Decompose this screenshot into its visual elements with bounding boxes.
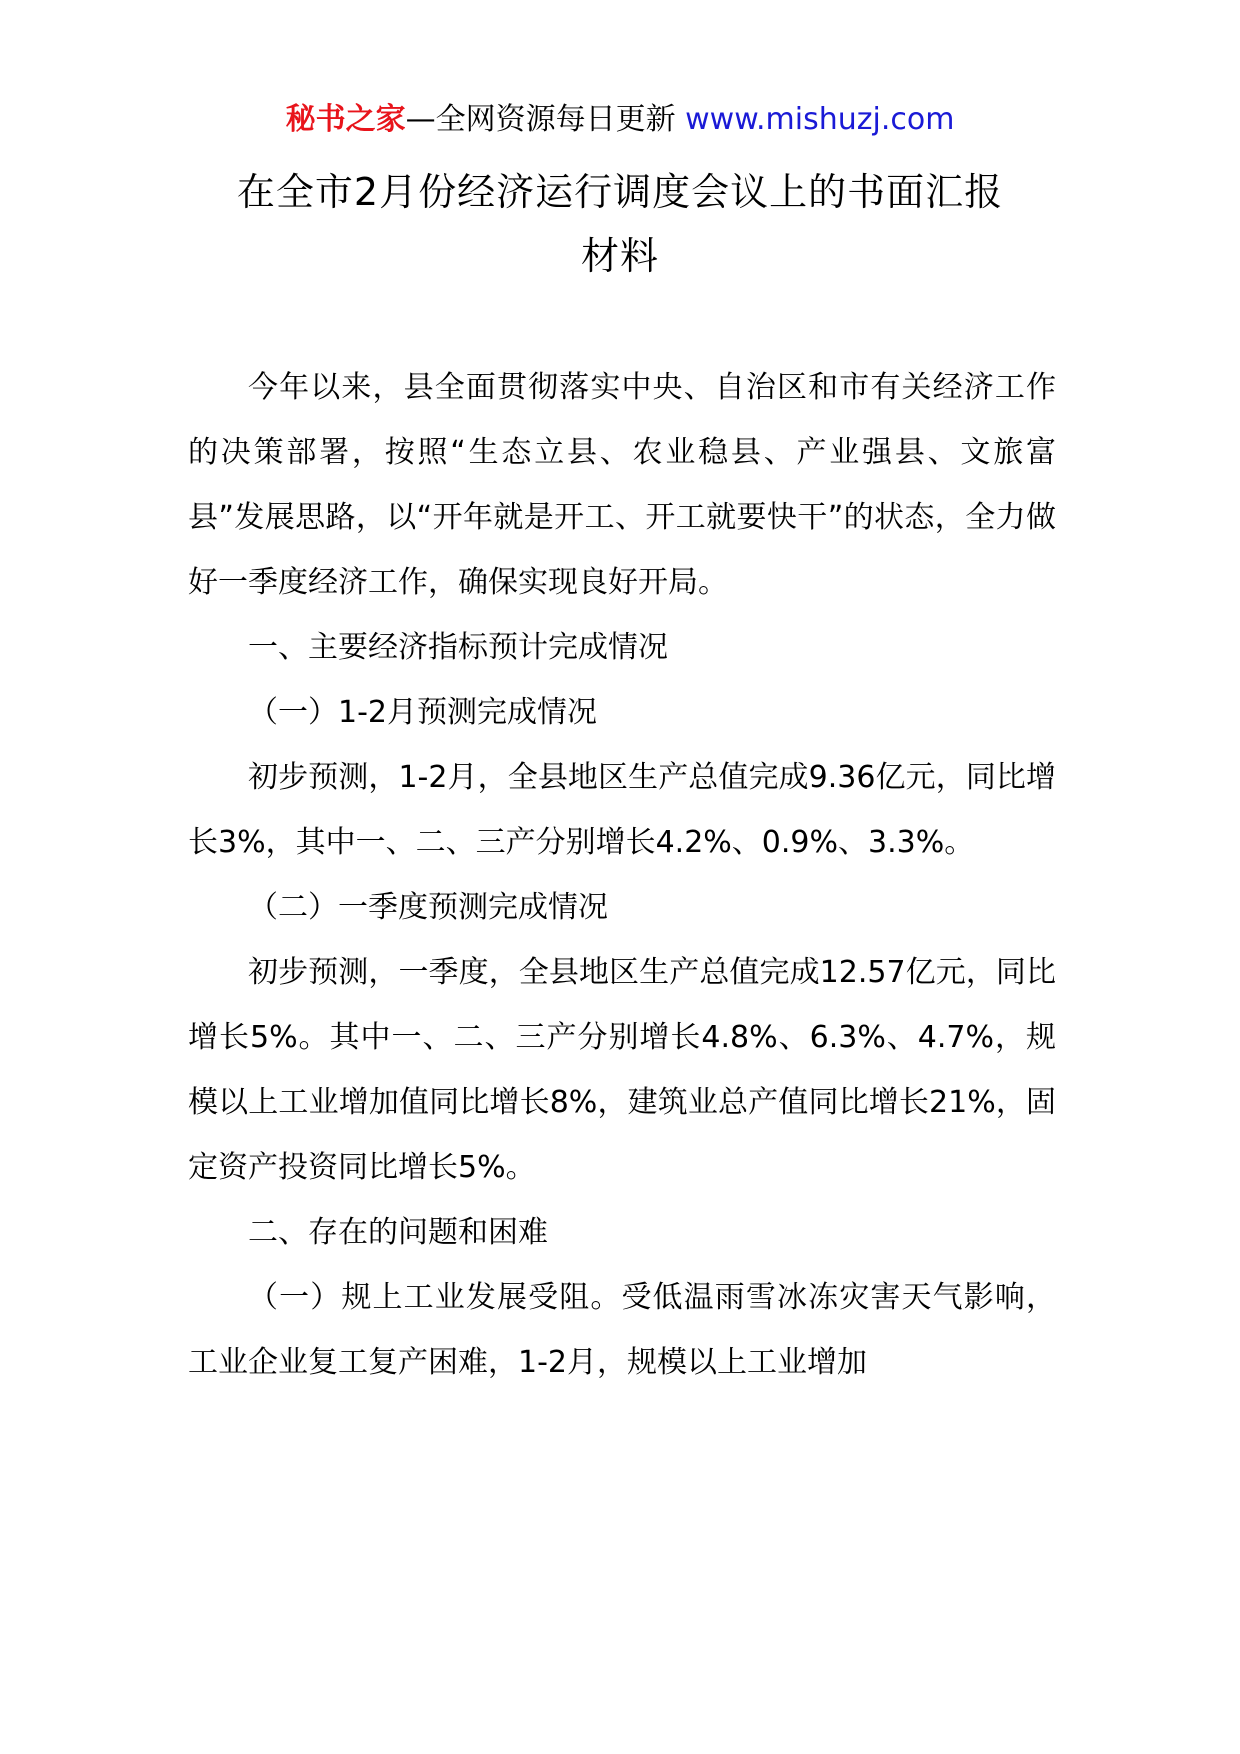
document-title	[180, 160, 1060, 288]
section-2-heading: 二、存在的问题和困难	[248, 1215, 548, 1250]
title-line-2: 材料	[580, 234, 659, 278]
section-1-heading: 一、主要经济指标预计完成情况	[248, 630, 668, 665]
section-2-paragraph-1: （一）规上工业发展受阻。受低温雨雪冰冻灾害天气影响，工业企业复工复产困难，1-2月，规模以上工业增加	[188, 1280, 1056, 1380]
document-body	[188, 355, 1056, 1395]
title-line-1: 在全市2月份经济运行调度会议上的书面汇报	[236, 170, 1004, 214]
site-url-link[interactable]: www.mishuzj.com	[685, 102, 955, 137]
brand-name: 秘书之家	[285, 102, 406, 137]
section-1-paragraph-1: 初步预测，1-2月，全县地区生产总值完成9.36亿元，同比增长3%，其中一、二、三产分别增长4.2%、0.9%、3.3%。	[188, 760, 1056, 860]
banner-slogan: —全网资源每日更新	[405, 102, 686, 137]
section-1-subheading-2: （二）一季度预测完成情况	[248, 890, 608, 925]
section-1-paragraph-2: 初步预测，一季度，全县地区生产总值完成12.57亿元，同比增长5%。其中一、二、三产分别增长4.8%、6.3%、4.7%，规模以上工业增加值同比增长8%，建筑业总产值同比增长21%，固定资产投资同比增长5%。	[188, 955, 1056, 1185]
site-banner	[0, 100, 1240, 140]
intro-paragraph: 今年以来，县全面贯彻落实中央、自治区和市有关经济工作的决策部署，按照“生态立县、农业稳县、产业强县、文旅富县”发展思路，以“开年就是开工、开工就要快干”的状态，全力做好一季度经济工作，确保实现良好开局。	[188, 370, 1056, 600]
section-1-subheading-1: （一）1-2月预测完成情况	[248, 695, 597, 730]
